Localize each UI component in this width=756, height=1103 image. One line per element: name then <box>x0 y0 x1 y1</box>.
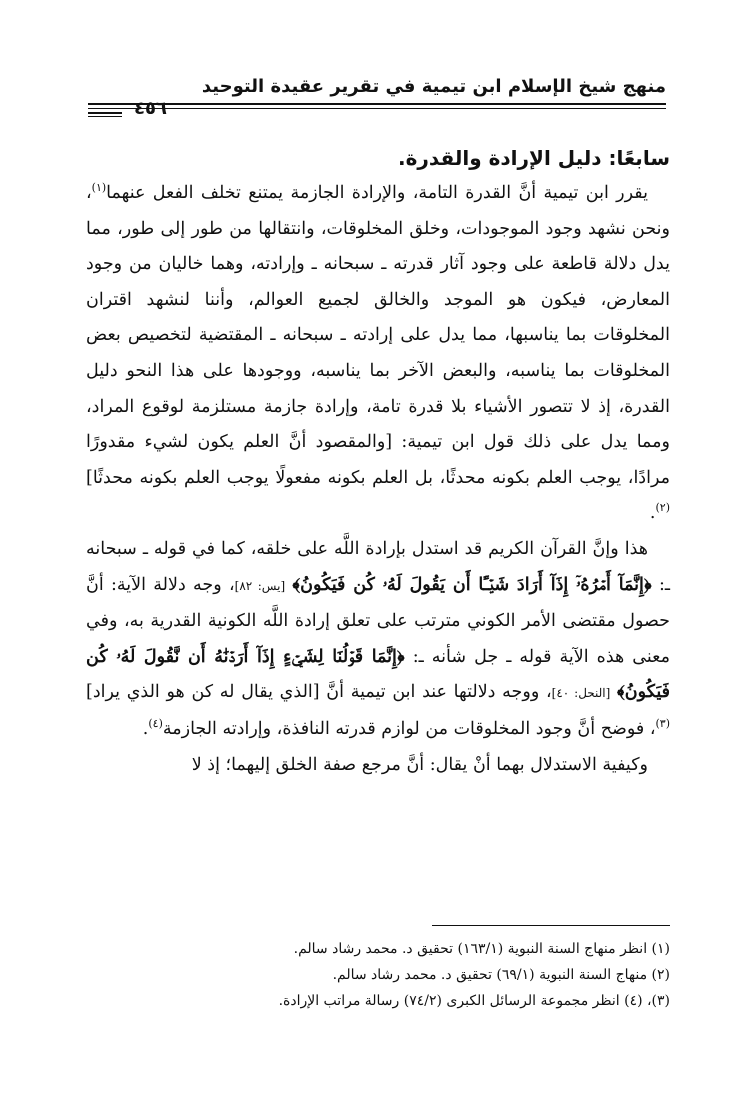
header-rule-thin <box>88 108 666 109</box>
quran-verse-nahl: ﴿إِنَّمَا قَوۡلُنَا لِشَيۡءٍ إِذَآ أَرَدۡنَٰهُ أَن نَّقُولَ لَهُۥ كُن فَيَكُونُ﴾ <box>86 646 670 703</box>
footnote-marker-2[interactable]: (٢) <box>655 501 670 515</box>
paragraph-2-text-c: ، ووجه دلالتها عند ابن تيمية أنَّ [الذي يقال له كن هو الذي يراد] <box>86 682 552 703</box>
page-number-rule-thin <box>88 116 122 117</box>
paragraph-3: وكيفية الاستدلال بهما أنْ يقال: أنَّ مرجع صفة الخلق إليهما؛ إذ لا <box>191 754 648 775</box>
paragraph-1-text-b: ، ونحن نشهد وجود الموجودات، وخلق المخلوقات، وانتقالها من طور إلى طور، مما يدل دلالة قاطعة على وجود آثار قدرته ـ سبحانه ـ وإرادته، وهما خاليان من وجود المعارض، فيكون هو الموجد والخالق لجميع العوالم، وأننا لنشهد اقتران المخلوقات بما يناسبها، مما يدل على إرادته ـ سبحانه ـ المقتضية لتخصيص بعض المخلوقات بما يناسبه، والبعض الآخر بما يناسبه، ووجودها على هذا النحو دليل القدرة، إذ لا تتصور الأشياء بلا قدرة تامة، وإرادة جازمة مستلزمة لوقوع المراد، ومما يدل على ذلك قول ابن تيمية: [والمقصود أنَّ العلم يكون لشيء مقدورًا مرادًا، يوجب العلم بكونه محدثًا، بل العلم بكونه مفعولًا يوجب العلم بكونه محدثًا] <box>86 183 670 488</box>
page-header <box>88 72 666 122</box>
footnotes <box>86 936 670 1014</box>
footnote-1: (١) انظر منهاج السنة النبوية (١٦٣/١) تحقيق د. محمد رشاد سالم. <box>293 941 670 957</box>
page-number: ٤٥٦ <box>134 98 167 119</box>
header-rule-thick <box>88 103 666 105</box>
footnote-separator <box>432 925 670 926</box>
footnote-2: (٢) منهاج السنة النبوية (٦٩/١) تحقيق د. محمد رشاد سالم. <box>332 967 670 983</box>
footnote-marker-3[interactable]: (٣) <box>655 717 670 731</box>
main-text <box>86 140 670 783</box>
footnote-marker-4[interactable]: (٤) <box>148 717 163 731</box>
paragraph-2 <box>86 532 670 748</box>
footnote-marker-1[interactable]: (١) <box>91 181 107 195</box>
section-heading: سابعًا: دليل الإرادة والقدرة. <box>397 146 670 170</box>
paragraph-1-text-a: يقرر ابن تيمية أنَّ القدرة التامة، والإرادة الجازمة يمتنع تخلف الفعل عنهما <box>106 183 648 203</box>
running-title: منهج شيخ الإسلام ابن تيمية في تقرير عقيدة التوحيد <box>201 76 666 97</box>
quran-verse-yasin: ﴿إِنَّمَآ أَمۡرُهُۥٓ إِذَآ أَرَادَ شَيۡـًٔا أَن يَقُولَ لَهُۥ كُن فَيَكُونُ﴾ <box>292 574 652 595</box>
paragraph-1 <box>86 176 670 532</box>
paragraph-1-text-c: . <box>649 503 656 524</box>
paragraph-2-text-e: . <box>142 718 149 739</box>
paragraph-2-text-a: هذا وإنَّ القرآن الكريم قد استدل بإرادة اللَّه على خلقه، كما في قوله ـ سبحانه ـ: <box>86 538 670 595</box>
paragraph-2-text-d: ، فوضح أنَّ وجود المخلوقات من لوازم قدرته النافذة، وإرادته الجازمة <box>162 718 656 739</box>
footnote-3-4: (٣)، (٤) انظر مجموعة الرسائل الكبرى (٧٤/٢) رسالة مراتب الإرادة. <box>278 993 670 1009</box>
verse-reference-nahl: [النحل: ٤٠] <box>551 686 611 701</box>
paragraph-2-text-b: ، وجه دلالة الآية: أنَّ حصول مقتضى الأمر الكوني مترتب على تعلق إرادة اللَّه الكونية القدرية به، وفي معنى هذه الآية قوله ـ جل شأنه ـ: <box>86 574 670 667</box>
page-number-rule-thick <box>88 112 122 114</box>
verse-reference-yasin: [يس: ٨٢] <box>234 578 286 593</box>
